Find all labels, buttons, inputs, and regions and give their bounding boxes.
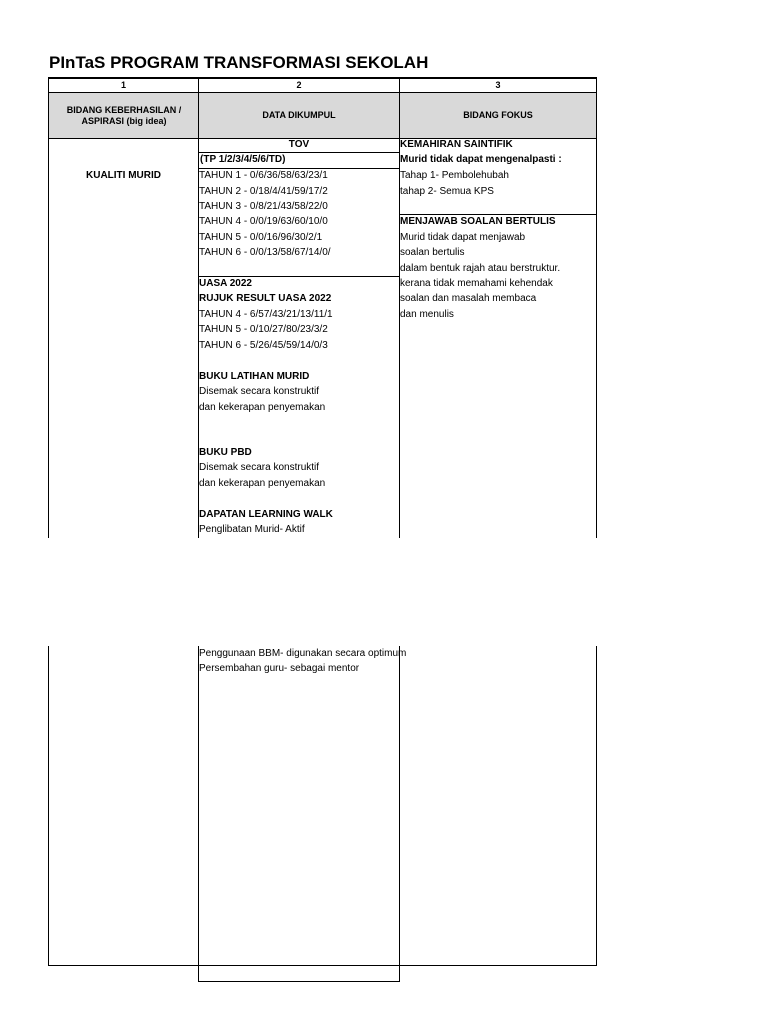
column-header-3: BIDANG FOKUS	[463, 110, 533, 120]
bertulis-line: dan menulis	[400, 309, 454, 320]
learning-walk-line: Penglibatan Murid- Aktif	[199, 524, 305, 535]
learning-walk-continued-line: Penggunaan BBM- digunakan secara optimum	[199, 648, 407, 659]
tov-row: TAHUN 3 - 0/8/21/43/58/22/0	[199, 201, 328, 212]
aspiration-area: KUALITI MURID	[86, 170, 161, 181]
col2-tp-border	[198, 168, 399, 169]
table-left-border-lower	[48, 646, 49, 966]
tov-row: TAHUN 6 - 0/0/13/58/67/14/0/	[199, 247, 331, 258]
column-number-1: 1	[120, 80, 126, 90]
col2-tov-border	[198, 152, 399, 153]
table-left-border	[48, 77, 49, 538]
buku-pbd-line: dan kekerapan penyemakan	[199, 478, 326, 489]
col2-bottom-border	[198, 981, 400, 982]
uasa-row: TAHUN 5 - 0/10/27/80/23/3/2	[199, 324, 328, 335]
tp-label: (TP 1/2/3/4/5/6/TD)	[200, 154, 286, 165]
column-number-3: 3	[495, 80, 501, 90]
buku-latihan-line: Disemak secara konstruktif	[199, 386, 320, 397]
table-right-border-lower	[596, 646, 597, 966]
table-right-border	[596, 77, 597, 538]
column-header-2: DATA DIKUMPUL	[262, 110, 336, 120]
col2-col3-border-lower	[399, 646, 400, 982]
col3-section-border	[399, 214, 597, 215]
learning-walk-title: DAPATAN LEARNING WALK	[199, 509, 333, 520]
bertulis-line: soalan dan masalah membaca	[400, 293, 537, 304]
column-header-1: BIDANG KEBERHASILAN / ASPIRASI (big idea)	[66, 104, 182, 126]
saintifik-line: Tahap 1- Pembolehubah	[400, 170, 509, 181]
uasa-subtitle: RUJUK RESULT UASA 2022	[199, 293, 332, 304]
col2-tov-end-border	[198, 276, 399, 277]
bertulis-title: MENJAWAB SOALAN BERTULIS	[400, 216, 556, 227]
learning-walk-continued-line: Persembahan guru- sebagai mentor	[199, 663, 360, 674]
buku-pbd-line: Disemak secara konstruktif	[199, 462, 320, 473]
saintifik-line: tahap 2- Semua KPS	[400, 186, 494, 197]
tov-row: TAHUN 1 - 0/6/36/58/63/23/1	[199, 170, 328, 181]
tov-row: TAHUN 5 - 0/0/16/96/30/2/1	[199, 232, 323, 243]
uasa-row: TAHUN 4 - 6/57/43/21/13/11/1	[199, 309, 333, 320]
uasa-title: UASA 2022	[199, 278, 252, 289]
bertulis-line: Murid tidak dapat menjawab	[400, 232, 526, 243]
bertulis-line: kerana tidak memahami kehendak	[400, 278, 553, 289]
bertulis-line: soalan bertulis	[400, 247, 465, 258]
saintifik-title: KEMAHIRAN SAINTIFIK	[400, 139, 513, 150]
column-number-2: 2	[296, 80, 302, 90]
tov-row: TAHUN 2 - 0/18/4/41/59/17/2	[199, 186, 328, 197]
uasa-row: TAHUN 6 - 5/26/45/59/14/0/3	[199, 340, 328, 351]
page-title: PInTaS PROGRAM TRANSFORMASI SEKOLAH	[49, 53, 429, 72]
col1-col2-border-lower	[198, 646, 199, 982]
bertulis-line: dalam bentuk rajah atau berstruktur.	[400, 263, 561, 274]
buku-pbd-title: BUKU PBD	[199, 447, 252, 458]
tov-label: TOV	[288, 139, 310, 150]
saintifik-subtitle: Murid tidak dapat mengenalpasti :	[400, 154, 562, 165]
table-bottom-border	[48, 965, 597, 966]
buku-latihan-title: BUKU LATIHAN MURID	[199, 371, 310, 382]
tov-row: TAHUN 4 - 0/0/19/63/60/10/0	[199, 216, 328, 227]
buku-latihan-line: dan kekerapan penyemakan	[199, 402, 326, 413]
